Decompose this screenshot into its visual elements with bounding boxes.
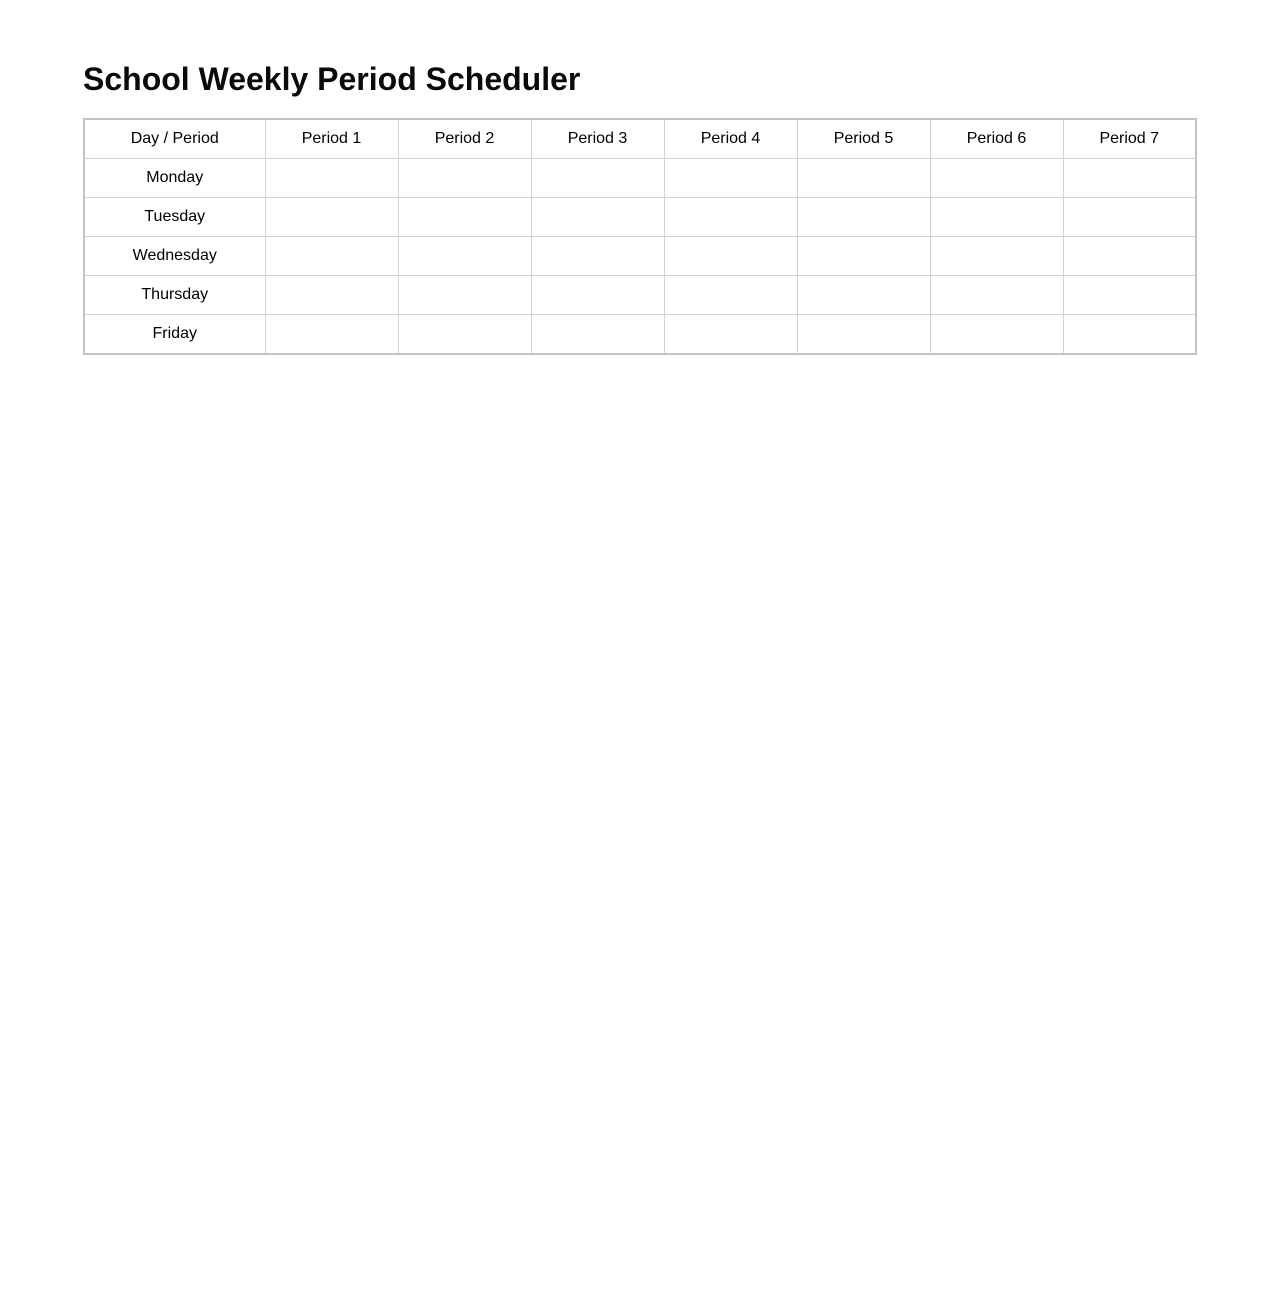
schedule-cell-thursday-period-5[interactable] bbox=[797, 276, 930, 315]
schedule-cell-monday-period-3[interactable] bbox=[531, 159, 664, 198]
column-header-period-5: Period 5 bbox=[797, 119, 930, 159]
header-row bbox=[84, 119, 1196, 159]
schedule-cell-thursday-period-2[interactable] bbox=[398, 276, 531, 315]
scheduler-table bbox=[83, 118, 1197, 355]
schedule-cell-thursday-period-1[interactable] bbox=[265, 276, 398, 315]
column-header-period-2: Period 2 bbox=[398, 119, 531, 159]
schedule-cell-wednesday-period-6[interactable] bbox=[930, 237, 1063, 276]
schedule-cell-tuesday-period-2[interactable] bbox=[398, 198, 531, 237]
table-row-friday bbox=[84, 315, 1196, 355]
table-row-monday bbox=[84, 159, 1196, 198]
schedule-cell-tuesday-period-4[interactable] bbox=[664, 198, 797, 237]
schedule-cell-monday-period-5[interactable] bbox=[797, 159, 930, 198]
schedule-cell-friday-period-2[interactable] bbox=[398, 315, 531, 355]
schedule-cell-friday-period-5[interactable] bbox=[797, 315, 930, 355]
schedule-cell-thursday-period-3[interactable] bbox=[531, 276, 664, 315]
schedule-cell-wednesday-period-7[interactable] bbox=[1063, 237, 1196, 276]
column-header-period-1: Period 1 bbox=[265, 119, 398, 159]
schedule-cell-friday-period-4[interactable] bbox=[664, 315, 797, 355]
table-row-thursday bbox=[84, 276, 1196, 315]
schedule-cell-monday-period-6[interactable] bbox=[930, 159, 1063, 198]
column-header-period-3: Period 3 bbox=[531, 119, 664, 159]
schedule-cell-thursday-period-7[interactable] bbox=[1063, 276, 1196, 315]
day-label-friday: Friday bbox=[84, 315, 265, 355]
day-label-tuesday: Tuesday bbox=[84, 198, 265, 237]
schedule-cell-tuesday-period-3[interactable] bbox=[531, 198, 664, 237]
schedule-cell-tuesday-period-1[interactable] bbox=[265, 198, 398, 237]
column-header-period-7: Period 7 bbox=[1063, 119, 1196, 159]
schedule-cell-wednesday-period-3[interactable] bbox=[531, 237, 664, 276]
day-label-monday: Monday bbox=[84, 159, 265, 198]
schedule-cell-thursday-period-4[interactable] bbox=[664, 276, 797, 315]
day-label-wednesday: Wednesday bbox=[84, 237, 265, 276]
schedule-cell-friday-period-1[interactable] bbox=[265, 315, 398, 355]
day-label-thursday: Thursday bbox=[84, 276, 265, 315]
schedule-cell-monday-period-4[interactable] bbox=[664, 159, 797, 198]
schedule-cell-wednesday-period-5[interactable] bbox=[797, 237, 930, 276]
schedule-cell-tuesday-period-7[interactable] bbox=[1063, 198, 1196, 237]
schedule-cell-monday-period-1[interactable] bbox=[265, 159, 398, 198]
table-row-tuesday bbox=[84, 198, 1196, 237]
schedule-cell-friday-period-3[interactable] bbox=[531, 315, 664, 355]
schedule-cell-monday-period-2[interactable] bbox=[398, 159, 531, 198]
schedule-cell-friday-period-7[interactable] bbox=[1063, 315, 1196, 355]
column-header-period-4: Period 4 bbox=[664, 119, 797, 159]
schedule-cell-friday-period-6[interactable] bbox=[930, 315, 1063, 355]
schedule-cell-wednesday-period-2[interactable] bbox=[398, 237, 531, 276]
page-title: School Weekly Period Scheduler bbox=[83, 61, 581, 97]
schedule-cell-thursday-period-6[interactable] bbox=[930, 276, 1063, 315]
schedule-cell-tuesday-period-6[interactable] bbox=[930, 198, 1063, 237]
schedule-cell-wednesday-period-4[interactable] bbox=[664, 237, 797, 276]
table-row-wednesday bbox=[84, 237, 1196, 276]
schedule-cell-monday-period-7[interactable] bbox=[1063, 159, 1196, 198]
schedule-cell-wednesday-period-1[interactable] bbox=[265, 237, 398, 276]
column-header-period-6: Period 6 bbox=[930, 119, 1063, 159]
column-header-day-period: Day / Period bbox=[84, 119, 265, 159]
schedule-cell-tuesday-period-5[interactable] bbox=[797, 198, 930, 237]
